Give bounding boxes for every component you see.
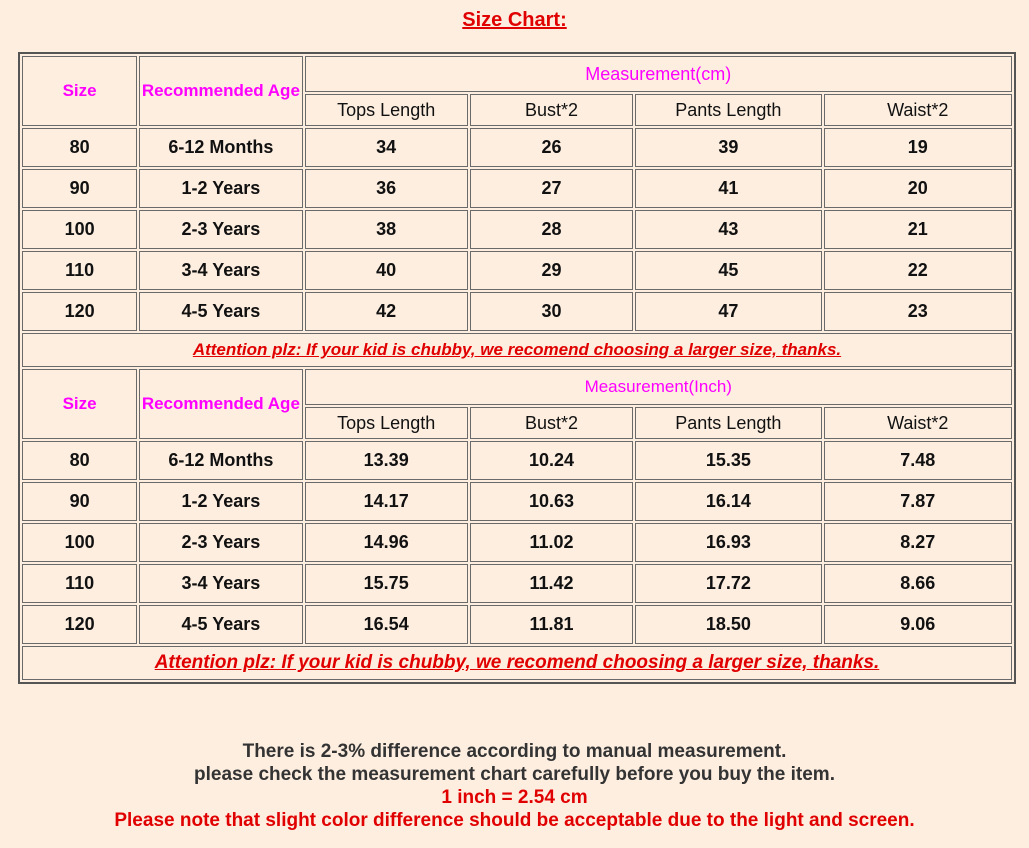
inch-cell: 100 — [22, 523, 137, 562]
cm-cell: 30 — [470, 292, 633, 331]
inch-table-row — [22, 482, 1012, 521]
inch-cell: 120 — [22, 605, 137, 644]
size-header: Size — [22, 56, 137, 126]
inch-note-row — [22, 646, 1012, 680]
cm-header-row — [22, 56, 1012, 92]
cm-cell: 41 — [635, 169, 821, 208]
inch-cell: 16.93 — [635, 523, 821, 562]
inch-cell: 1-2 Years — [139, 482, 302, 521]
inch-attention-note: Attention plz: If your kid is chubby, we recomend choosing a larger size, thanks. — [22, 646, 1012, 680]
inch-cell: 10.63 — [470, 482, 633, 521]
inch-header-row — [22, 369, 1012, 405]
cm-cell: 40 — [305, 251, 468, 290]
footer-line-difference: There is 2-3% difference according to manual measurement. — [242, 741, 787, 762]
cm-cell: 45 — [635, 251, 821, 290]
cm-cell: 4-5 Years — [139, 292, 302, 331]
cm-cell: 6-12 Months — [139, 128, 302, 167]
cm-table-row — [22, 292, 1012, 331]
inch-cell: 2-3 Years — [139, 523, 302, 562]
inch-cell: 14.17 — [305, 482, 468, 521]
cm-cell: 19 — [824, 128, 1012, 167]
cm-cell: 20 — [824, 169, 1012, 208]
page-title: Size Chart: — [462, 9, 567, 31]
inch-cell: 18.50 — [635, 605, 821, 644]
cm-cell: 2-3 Years — [139, 210, 302, 249]
cm-cell: 34 — [305, 128, 468, 167]
inch-cell: 11.42 — [470, 564, 633, 603]
cm-cell: 23 — [824, 292, 1012, 331]
cm-cell: 1-2 Years — [139, 169, 302, 208]
inch-cell: 16.14 — [635, 482, 821, 521]
footer-line-check: please check the measurement chart carefully before you buy the item. — [194, 764, 835, 785]
inch-cell: 80 — [22, 441, 137, 480]
inch-cell: 14.96 — [305, 523, 468, 562]
col-header-bust: Bust*2 — [470, 94, 633, 126]
age-header: Recommended Age — [139, 56, 302, 126]
cm-cell: 120 — [22, 292, 137, 331]
inch-cell: 8.66 — [824, 564, 1012, 603]
inch-cell: 8.27 — [824, 523, 1012, 562]
col-header-pants-length: Pants Length — [635, 94, 821, 126]
size-header-inch: Size — [22, 369, 137, 439]
footer-notes — [0, 740, 1029, 832]
inch-cell: 13.39 — [305, 441, 468, 480]
cm-note-row — [22, 333, 1012, 367]
cm-cell: 80 — [22, 128, 137, 167]
cm-cell: 38 — [305, 210, 468, 249]
col-header-waist: Waist*2 — [824, 94, 1012, 126]
cm-cell: 39 — [635, 128, 821, 167]
inch-cell: 110 — [22, 564, 137, 603]
inch-cell: 7.48 — [824, 441, 1012, 480]
footer-line-color-note: Please note that slight color difference should be acceptable due to the light and screen. — [114, 810, 915, 831]
inch-cell: 9.06 — [824, 605, 1012, 644]
inch-cell: 4-5 Years — [139, 605, 302, 644]
cm-cell: 110 — [22, 251, 137, 290]
cm-cell: 43 — [635, 210, 821, 249]
size-table-body — [22, 56, 1012, 680]
measurement-inch-header: Measurement(Inch) — [305, 369, 1012, 405]
cm-table-row — [22, 128, 1012, 167]
inch-table-row — [22, 605, 1012, 644]
cm-cell: 28 — [470, 210, 633, 249]
inch-cell: 10.24 — [470, 441, 633, 480]
inch-cell: 17.72 — [635, 564, 821, 603]
cm-cell: 22 — [824, 251, 1012, 290]
cm-cell: 29 — [470, 251, 633, 290]
col-header-tops-length-inch: Tops Length — [305, 407, 468, 439]
inch-cell: 7.87 — [824, 482, 1012, 521]
cm-cell: 27 — [470, 169, 633, 208]
col-header-bust-inch: Bust*2 — [470, 407, 633, 439]
inch-cell: 90 — [22, 482, 137, 521]
col-header-pants-length-inch: Pants Length — [635, 407, 821, 439]
inch-cell: 11.02 — [470, 523, 633, 562]
size-table — [18, 52, 1016, 684]
inch-cell: 16.54 — [305, 605, 468, 644]
measurement-cm-header: Measurement(cm) — [305, 56, 1012, 92]
footer-line-conversion: 1 inch = 2.54 cm — [441, 787, 588, 808]
inch-table-row — [22, 564, 1012, 603]
inch-cell: 3-4 Years — [139, 564, 302, 603]
cm-attention-note: Attention plz: If your kid is chubby, we recomend choosing a larger size, thanks. — [22, 333, 1012, 367]
cm-table-row — [22, 251, 1012, 290]
col-header-waist-inch: Waist*2 — [824, 407, 1012, 439]
col-header-tops-length: Tops Length — [305, 94, 468, 126]
cm-cell: 3-4 Years — [139, 251, 302, 290]
inch-cell: 15.35 — [635, 441, 821, 480]
inch-table-row — [22, 441, 1012, 480]
cm-cell: 21 — [824, 210, 1012, 249]
inch-cell: 15.75 — [305, 564, 468, 603]
cm-cell: 42 — [305, 292, 468, 331]
cm-cell: 26 — [470, 128, 633, 167]
cm-table-row — [22, 169, 1012, 208]
cm-cell: 47 — [635, 292, 821, 331]
cm-cell: 36 — [305, 169, 468, 208]
cm-table-row — [22, 210, 1012, 249]
age-header-inch: Recommended Age — [139, 369, 302, 439]
inch-cell: 11.81 — [470, 605, 633, 644]
inch-table-row — [22, 523, 1012, 562]
cm-cell: 90 — [22, 169, 137, 208]
cm-cell: 100 — [22, 210, 137, 249]
inch-cell: 6-12 Months — [139, 441, 302, 480]
